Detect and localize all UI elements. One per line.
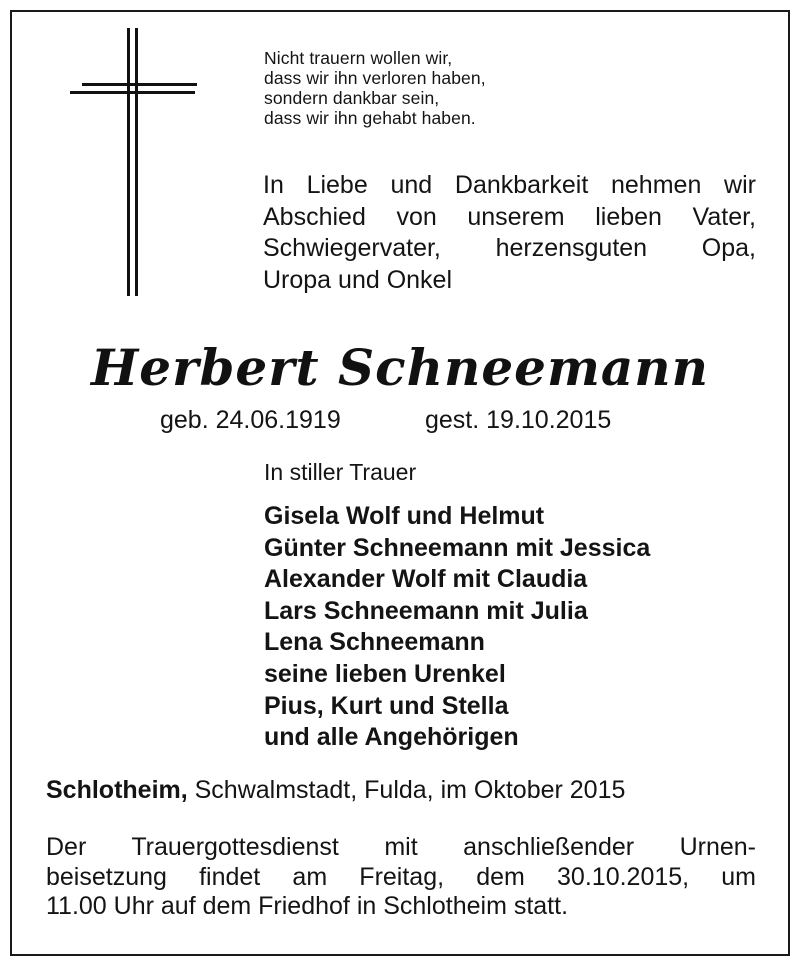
cross-icon	[70, 28, 200, 298]
place-main: Schlotheim,	[46, 776, 188, 804]
mourner: Alexander Wolf mit Claudia	[264, 565, 588, 594]
poem	[264, 48, 744, 128]
mourner: Lena Schneemann	[264, 628, 485, 657]
service-line: beisetzung findet am Freitag, dem 30.10.2015, um	[46, 862, 756, 891]
mourning-intro: In stiller Trauer	[264, 459, 417, 485]
service-info	[46, 833, 756, 922]
farewell-line: Uropa und Onkel	[263, 265, 453, 294]
farewell-text	[263, 170, 756, 296]
death-date: gest. 19.10.2015	[425, 406, 612, 434]
deceased-name: Herbert Schneemann	[91, 338, 709, 397]
poem-line: sondern dankbar sein,	[264, 88, 440, 108]
mourner: seine lieben Urenkel	[264, 659, 506, 688]
poem-line: dass wir ihn gehabt haben.	[264, 108, 476, 128]
poem-line: Nicht trauern wollen wir,	[264, 48, 453, 68]
mourner: Pius, Kurt und Stella	[264, 691, 509, 720]
mourner: und alle Angehörigen	[264, 723, 519, 752]
mourner: Lars Schneemann mit Julia	[264, 596, 588, 625]
birth-date: geb. 24.06.1919	[160, 406, 341, 434]
mourner: Gisela Wolf und Helmut	[264, 502, 545, 530]
farewell-line: Abschied von unserem lieben Vater,	[263, 202, 756, 231]
place-rest: Schwalmstadt, Fulda, im Oktober 2015	[187, 776, 626, 804]
farewell-line: In Liebe und Dankbarkeit nehmen wir	[263, 171, 756, 199]
mourner: Günter Schneemann mit Jessica	[264, 533, 651, 562]
service-line: Der Trauergottesdienst mit anschließender Urnen-	[46, 833, 756, 861]
place-date-line	[46, 774, 625, 806]
mourners-list	[264, 501, 650, 754]
farewell-line: Schwiegervater, herzensguten Opa,	[263, 234, 756, 262]
service-line: 11.00 Uhr auf dem Friedhof in Schlotheim statt.	[46, 892, 569, 920]
poem-line: dass wir ihn verloren haben,	[264, 68, 486, 88]
